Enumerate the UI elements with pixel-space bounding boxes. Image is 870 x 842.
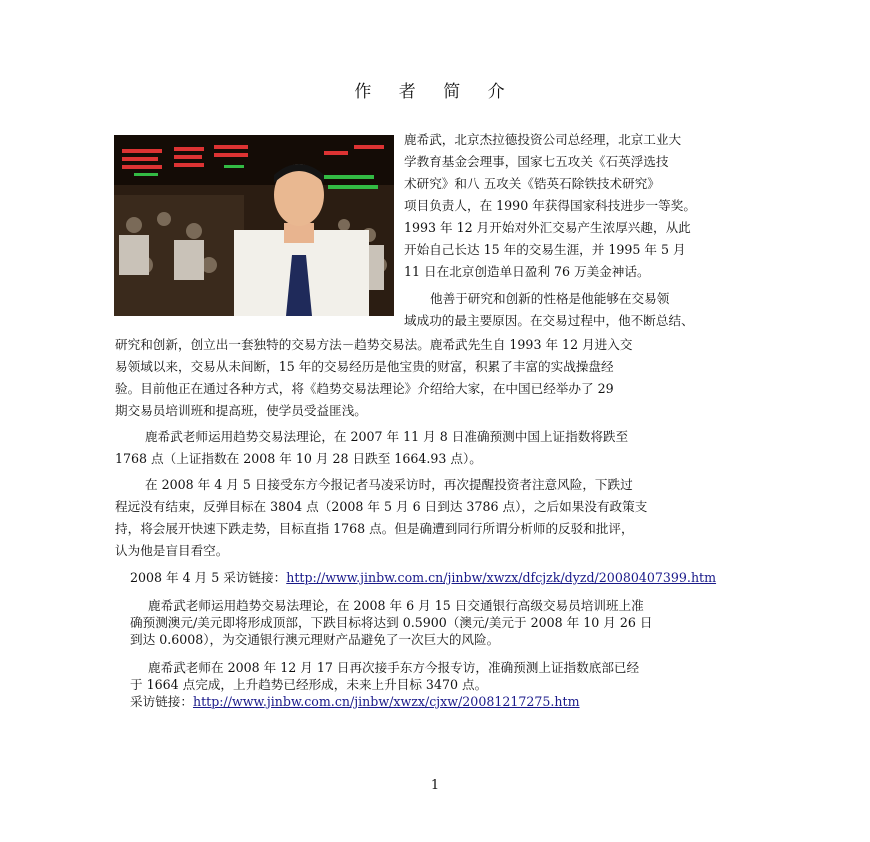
page-number: 1 bbox=[430, 778, 440, 793]
author-photo bbox=[114, 135, 394, 316]
text-line: 研究和创新，创立出一套独特的交易方法－趋势交易法。鹿希武先生自 1993 年 12 月进入交 bbox=[115, 337, 633, 352]
link-label: 2008 年 4 月 5 采访链接： bbox=[130, 570, 287, 585]
text-line: 1768 点（上证指数在 2008 年 10 月 28 日跌至 1664.93 点）。 bbox=[115, 451, 482, 466]
link-label: 采访链接： bbox=[130, 694, 193, 709]
interview-link-1[interactable]: http://www.jinbw.com.cn/jinbw/xwzx/dfcjzk/dyzd/20080407399.htm bbox=[286, 570, 717, 585]
text-line: 术研究》和八 五攻关《锆英石除铁技术研究》 bbox=[404, 176, 660, 191]
text-line: 他善于研究和创新的性格是他能够在交易领 bbox=[430, 291, 670, 306]
text-line: 学教育基金会理事，国家七五攻关《石英浮选技 bbox=[404, 154, 669, 169]
text-line: 于 1664 点完成，上升趋势已经形成，未来上升目标 3470 点。 bbox=[130, 677, 488, 692]
text-line: 鹿希武，北京杰拉德投资公司总经理，北京工业大 bbox=[404, 132, 682, 147]
text-line: 易领域以来，交易从未间断，15 年的交易经历是他宝贵的财富，积累了丰富的实战操盘经 bbox=[115, 359, 614, 374]
text-line: 1993 年 12 月开始对外汇交易产生浓厚兴趣，从此 bbox=[404, 220, 691, 235]
text-line: 验。目前他正在通过各种方式，将《趋势交易法理论》介绍给大家，在中国已经举办了 29 bbox=[115, 381, 614, 396]
text-line: 项目负责人，在 1990 年获得国家科技进步一等奖。 bbox=[404, 198, 696, 213]
interview-link-line-2 bbox=[130, 692, 580, 711]
text-line: 域成功的最主要原因。在交易过程中，他不断总结、 bbox=[404, 313, 694, 328]
text-line: 开始自己长达 15 年的交易生涯，并 1995 年 5 月 bbox=[404, 242, 686, 257]
page-title: 作 者 简 介 bbox=[354, 82, 516, 102]
text-line: 期交易员培训班和提高班，使学员受益匪浅。 bbox=[115, 403, 367, 418]
text-line: 鹿希武老师运用趋势交易法理论，在 2007 年 11 月 8 日准确预测中国上证指数将跌至 bbox=[145, 429, 629, 444]
text-line: 程远没有结束，反弹目标在 3804 点（2008 年 5 月 6 日到达 3786 点），之后如果没有政策支 bbox=[115, 499, 648, 514]
text-line: 认为他是盲目看空。 bbox=[115, 543, 229, 558]
text-line: 鹿希武老师在 2008 年 12 月 17 日再次接手东方今报专访，准确预测上证指数底部已经 bbox=[148, 660, 640, 675]
text-line: 到达 0.6008），为交通银行澳元理财产品避免了一次巨大的风险。 bbox=[130, 632, 500, 647]
text-line: 在 2008 年 4 月 5 日接受东方今报记者马凌采访时，再次提醒投资者注意风险，下跌过 bbox=[145, 477, 633, 492]
text-line: 11 日在北京创造单日盈利 76 万美金神话。 bbox=[404, 264, 650, 279]
text-line: 确预测澳元/美元即将形成顶部，下跌目标将达到 0.5900（澳元/美元于 2008 年 10 月 26 日 bbox=[130, 615, 653, 630]
interview-link-line-1 bbox=[130, 568, 716, 587]
text-line: 鹿希武老师运用趋势交易法理论，在 2008 年 6 月 15 日交通银行高级交易员培训班上准 bbox=[148, 598, 644, 613]
text-line: 持，将会展开快速下跌走势，目标直指 1768 点。但是确遭到同行所谓分析师的反驳和批评， bbox=[115, 521, 634, 536]
interview-link-2[interactable]: http://www.jinbw.com.cn/jinbw/xwzx/cjxw/20081217275.htm bbox=[192, 694, 580, 709]
